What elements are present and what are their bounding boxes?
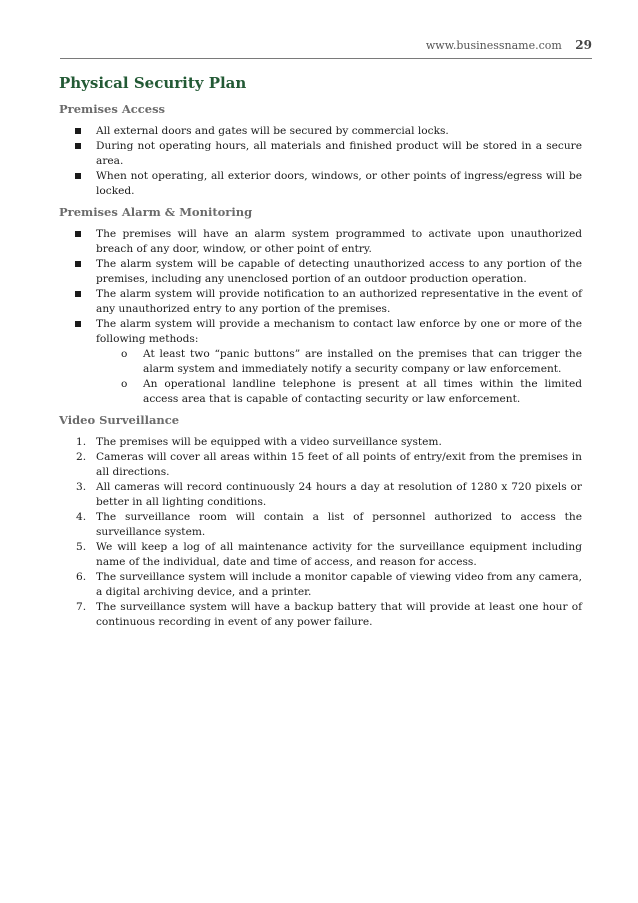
list-item: When not operating, all exterior doors, windows, or other points of ingress/egress will be locked. bbox=[59, 169, 582, 199]
sub-list-item: o An operational landline telephone is present at all times within the limited access area that is capable of contacting security or law enforcement. bbox=[121, 378, 582, 405]
list-item: 1. The premises will be equipped with a video surveillance system. bbox=[76, 436, 442, 448]
bullet-icon bbox=[75, 143, 81, 149]
sub-list-item: o At least two “panic buttons” are installed on the premises that can trigger the alarm system and immediately notify a security company or law enforcement. bbox=[121, 348, 582, 375]
list-item: 7. The surveillance system will have a backup battery that will provide at least one hour of continuous recording in event of any power failure. bbox=[76, 601, 582, 628]
header-url: www.businessname.com bbox=[425, 39, 562, 52]
item-number: 6. bbox=[76, 571, 87, 583]
list-item: The alarm system will provide notification to an authorized representative in the event of any unauthorized entry to any portion of the premises. bbox=[59, 287, 582, 317]
section-heading-alarm-monitoring: Premises Alarm & Monitoring bbox=[59, 205, 253, 219]
item-number: 2. bbox=[76, 451, 87, 463]
list-item: The premises will have an alarm system programmed to activate upon unauthorized breach of any door, window, or other point of entry. bbox=[59, 227, 582, 257]
circle-bullet-icon: o bbox=[121, 348, 128, 360]
page-header bbox=[60, 38, 592, 59]
bullet-icon bbox=[75, 173, 81, 179]
page-content bbox=[59, 72, 582, 634]
list-item: 2. Cameras will cover all areas within 15 feet of all points of entry/exit from the premises in all directions. bbox=[76, 451, 582, 478]
list-item: 4. The surveillance room will contain a list of personnel authorized to access the surveillance system. bbox=[76, 511, 582, 538]
alarm-list bbox=[59, 227, 582, 407]
list-item: During not operating hours, all materials and finished product will be stored in a secure area. bbox=[59, 139, 582, 169]
page-title: Physical Security Plan bbox=[59, 74, 247, 92]
bullet-icon bbox=[75, 321, 81, 327]
bullet-icon bbox=[75, 291, 81, 297]
bullet-icon bbox=[75, 128, 81, 134]
list-item: The alarm system will be capable of detecting unauthorized access to any portion of the premises, including any unenclosed portion of an outdoor production operation. bbox=[59, 257, 582, 287]
item-number: 4. bbox=[76, 511, 87, 523]
video-surveillance-list bbox=[59, 435, 582, 630]
list-item: 5. We will keep a log of all maintenance activity for the surveillance equipment including name of the individual, date and time of access, and reason for access. bbox=[76, 541, 582, 568]
item-number: 1. bbox=[76, 436, 87, 448]
premises-access-list bbox=[59, 124, 582, 199]
section-heading-video-surveillance: Video Surveillance bbox=[59, 413, 180, 427]
list-item: 6. The surveillance system will include a monitor capable of viewing video from any camera, a digital archiving device, and a printer. bbox=[76, 571, 582, 598]
bullet-icon bbox=[75, 231, 81, 237]
circle-bullet-icon: o bbox=[121, 378, 128, 390]
item-number: 5. bbox=[76, 541, 87, 553]
item-number: 3. bbox=[76, 481, 87, 493]
list-item: All external doors and gates will be secured by commercial locks. bbox=[59, 124, 582, 139]
list-item: 3. All cameras will record continuously 24 hours a day at resolution of 1280 x 720 pixels or better in all lighting conditions. bbox=[76, 481, 582, 508]
section-heading-premises-access: Premises Access bbox=[59, 102, 166, 116]
list-item: The alarm system will provide a mechanism to contact law enforce by one or more of the following methods: o At least two “panic buttons” are installed on the premises that can trigger the alarm system and immediately notify a security company or law enforcement. o An operational landline telephone is present at all times within the limited access area that is capable of contacting security or law enforcement. bbox=[59, 317, 582, 407]
alarm-sub-list bbox=[96, 347, 582, 407]
page-number: 29 bbox=[575, 38, 592, 52]
item-number: 7. bbox=[76, 601, 87, 613]
bullet-icon bbox=[75, 261, 81, 267]
